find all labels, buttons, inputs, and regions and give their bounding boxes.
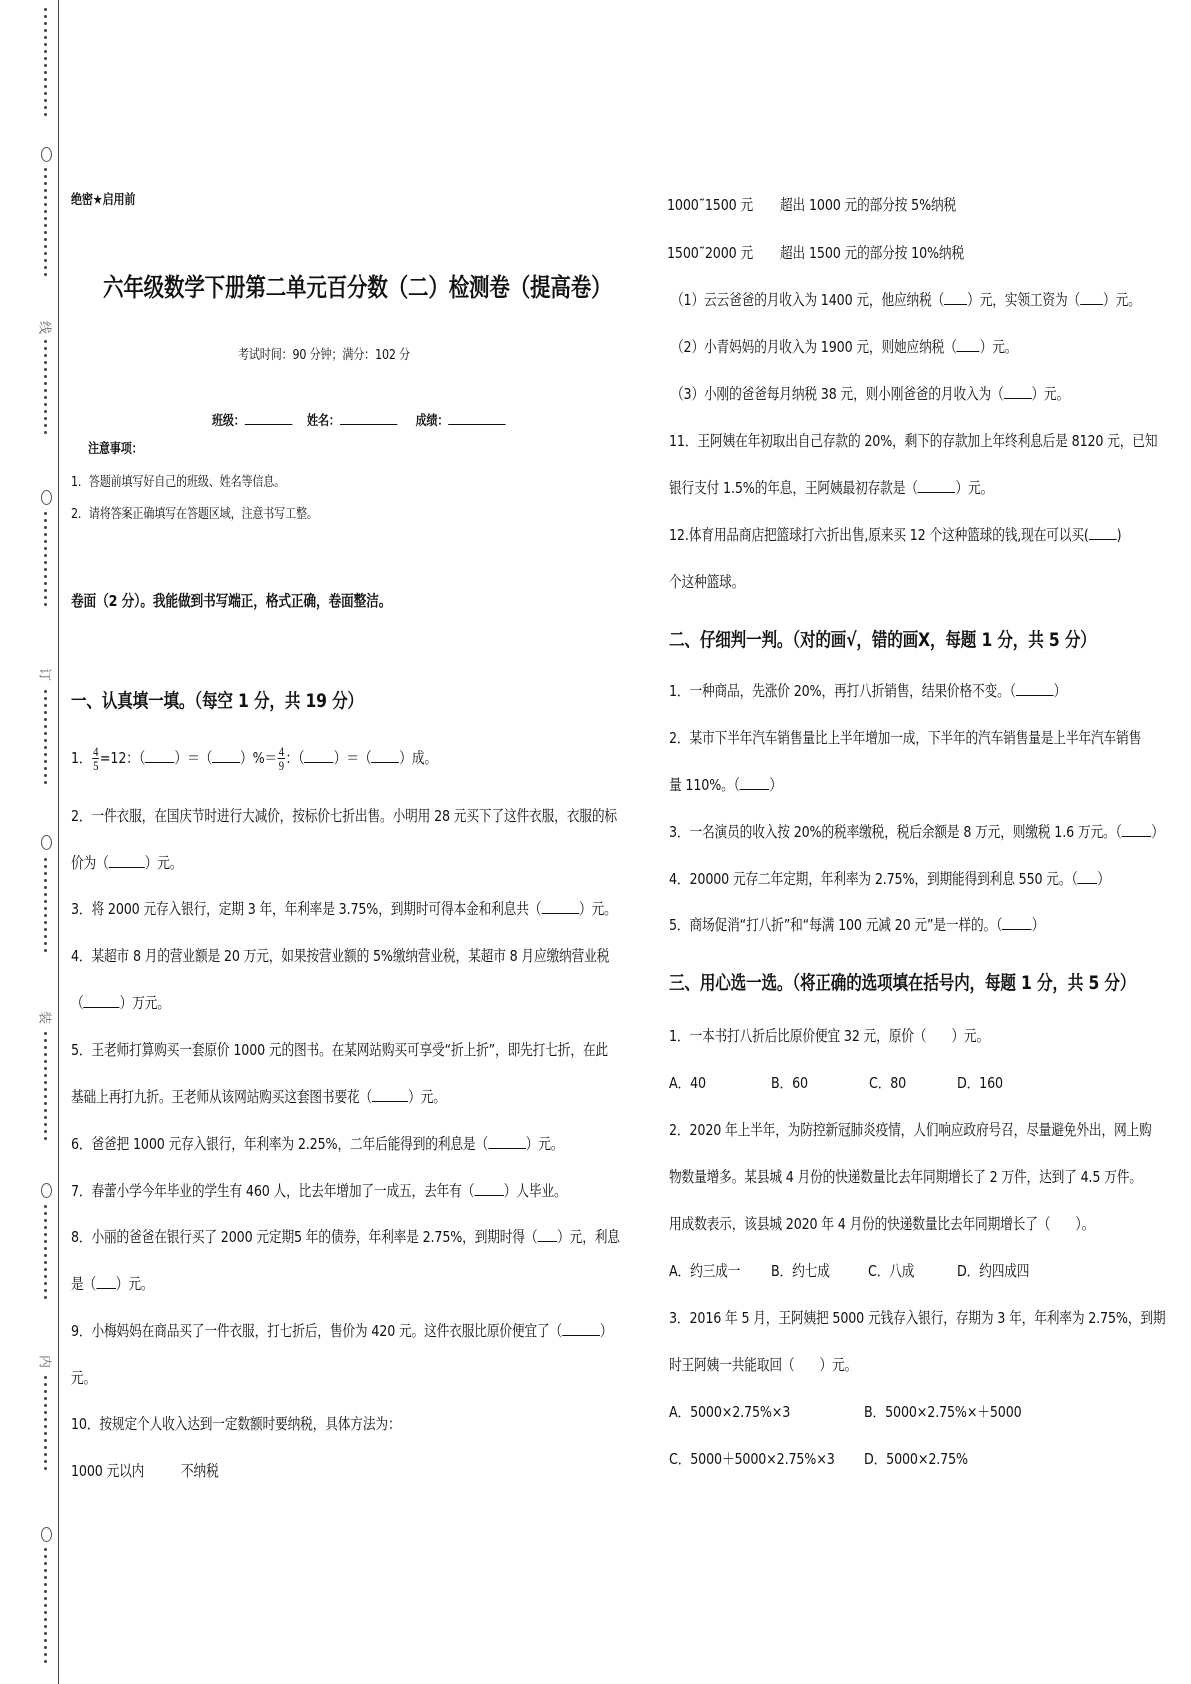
option-b[interactable]: B．60 — [771, 1074, 808, 1092]
question-1-10: 10．按规定个人收入达到一定数额时要纳税，具体方法为： — [71, 1415, 401, 1433]
class-field[interactable] — [245, 411, 293, 426]
question-1-5: 5．王老师打算购买一套原价 1000 元的图书。在某网站购买可享受“折上折”，即先打七折，在此 — [71, 1041, 608, 1059]
question-2-1: 1．一种商品，先涨价 20%，再打八折销售，结果价格不变。（ ） — [669, 679, 1066, 701]
note-item: 2．请将答案正确填写在答题区域，注意书写工整。 — [71, 506, 318, 522]
question-1-3: 3．将 2000 元存入银行，定期 3 年，年利率是 3.75%，到期时可得本金和利息共（ ）元。 — [71, 897, 617, 919]
dotted-separator — [44, 1376, 48, 1474]
question-1-2: 2．一件衣服，在国庆节时进行大减价，按标价七折出售。小明用 28 元买下了这件衣服，衣服的标 — [71, 807, 617, 825]
question-2-5: 5．商场促消“打八折”和“每满 100 元减 20 元”是一样的。（ ） — [669, 913, 1044, 935]
option-d[interactable]: D．5000×2.75% — [864, 1450, 968, 1468]
option-a[interactable]: A．约三成一 — [669, 1262, 741, 1280]
answer-blank[interactable] — [109, 852, 145, 869]
question-3-3-cont: 时王阿姨一共能取回（ ）元。 — [669, 1356, 858, 1374]
question-1-1: 1． $\frac{4}{5}$ =12：（ ）＝（ ）%＝ $\frac{4}{9}$ ：（ ）＝（ ）成。 — [71, 744, 437, 773]
answer-blank[interactable] — [918, 477, 956, 494]
question-2-2: 2．某市下半年汽车销售量比上半年增加一成，下半年的汽车销售量是上半年汽车销售 — [669, 729, 1142, 747]
question-2-3: 3．一名演员的收入按 20%的税率缴税，税后余额是 8 万元，则缴税 1.6 万元。（ ） — [669, 820, 1164, 842]
circle-mark — [41, 1527, 52, 1542]
dotted-separator — [44, 858, 48, 956]
option-b[interactable]: B．5000×2.75%×＋5000 — [864, 1403, 1022, 1421]
circle-mark — [41, 835, 52, 850]
question-1-4: 4．某超市 8 月的营业额是 20 万元，如果按营业额的 5%缴纳营业税，某超市 8 月应缴纳营业税 — [71, 947, 610, 965]
answer-blank[interactable] — [541, 898, 579, 915]
answer-blank[interactable] — [740, 774, 770, 791]
question-1-11-cont: 银行支付 1.5%的年息，王阿姨最初存款是（ ）元。 — [669, 476, 993, 498]
circle-mark — [41, 147, 52, 162]
neatness-statement: 卷面（2 分）。我能做到书写端正，格式正确，卷面整洁。 — [71, 592, 392, 610]
question-1-8-cont: 是（ ）元。 — [71, 1272, 153, 1294]
binding-line — [58, 0, 59, 1684]
question-1-2-cont: 价为（ ）元。 — [71, 851, 182, 873]
class-label: 班级： — [212, 413, 245, 429]
exam-info: 考试时间：90 分钟；满分：102 分 — [238, 347, 410, 363]
option-d[interactable]: D．160 — [957, 1074, 1003, 1092]
binding-char-nei: 内 — [36, 1354, 52, 1368]
tax-rule: 超出 1000 元的部分按 5%纳税 — [780, 196, 957, 214]
answer-blank[interactable] — [562, 1320, 600, 1337]
answer-blank[interactable] — [145, 747, 175, 764]
answer-blank[interactable] — [1016, 680, 1054, 697]
question-1-6: 6．爸爸把 1000 元存入银行，年利率为 2.25%，二年后能得到的利息是（ ）元。 — [71, 1132, 563, 1154]
option-a[interactable]: A．40 — [669, 1074, 706, 1092]
tax-row: 1000 元以内 — [71, 1462, 145, 1480]
notes-title: 注意事项： — [88, 441, 143, 457]
question-1-11: 11．王阿姨在年初取出自己存款的 20%，剩下的存款加上年终利息后是 8120 元，已知 — [669, 432, 1158, 450]
tax-row: 1500˜2000 元 — [667, 244, 753, 262]
binding-margin — [0, 0, 60, 1684]
question-2-2-cont: 量 110%。（ ） — [669, 773, 782, 795]
score-field[interactable] — [448, 411, 505, 426]
answer-blank[interactable] — [304, 747, 334, 764]
question-1-12: 12.体育用品商店把篮球打六折出售,原来买 12 个这种篮球的钱,现在可以买( ) — [669, 523, 1121, 545]
section2-heading: 二、仔细判一判。（对的画√，错的画Χ，每题 1 分，共 5 分） — [669, 629, 1096, 651]
question-1-5-cont: 基础上再打九折。王老师从该网站购买这套图书要花（ ）元。 — [71, 1085, 446, 1107]
question-1-9-cont: 元。 — [71, 1369, 97, 1387]
tax-rule: 不纳税 — [181, 1462, 219, 1480]
circle-mark — [41, 1183, 52, 1198]
option-c[interactable]: C．八成 — [868, 1262, 915, 1280]
answer-blank[interactable] — [1122, 821, 1152, 838]
question-1-4-cont: （ ）万元。 — [71, 991, 170, 1013]
answer-blank[interactable] — [371, 747, 399, 764]
question-1-10-1: （1）云云爸爸的月收入为 1400 元，他应纳税（ ）元，实领工资为（ ）元。 — [671, 288, 1141, 310]
option-d[interactable]: D．约四成四 — [957, 1262, 1030, 1280]
binding-char-zhuang: 装 — [36, 1010, 52, 1024]
answer-blank[interactable] — [488, 1133, 526, 1150]
binding-char-ding: 订 — [36, 667, 52, 681]
tax-row: 1000˜1500 元 — [667, 196, 753, 214]
question-1-8: 8．小丽的爸爸在银行买了 2000 元定期5 年的债券，年利率是 2.75%，到期时得（ ）元，利息 — [71, 1225, 620, 1247]
answer-blank[interactable] — [84, 992, 120, 1009]
question-3-2-cont: 用成数表示，该县城 2020 年 4 月份的快递数量比去年同期增长了（ ）。 — [669, 1215, 1095, 1233]
answer-blank[interactable] — [372, 1086, 408, 1103]
option-c[interactable]: C．80 — [869, 1074, 907, 1092]
note-item: 1．答题前填写好自己的班级、姓名等信息。 — [71, 474, 286, 490]
answer-blank[interactable] — [1002, 914, 1032, 931]
answer-blank[interactable] — [1078, 868, 1098, 885]
dotted-separator — [44, 1032, 48, 1144]
question-1-12-cont: 个这种篮球。 — [669, 573, 745, 591]
answer-blank[interactable] — [212, 747, 240, 764]
question-3-3: 3．2016 年 5 月，王阿姨把 5000 元钱存入银行，存期为 3 年，年利率为 2.75%，到期 — [669, 1309, 1166, 1327]
question-1-10-3: （3）小刚的爸爸每月纳税 38 元，则小刚爸爸的月收入为（ ）元。 — [671, 382, 1069, 404]
option-b[interactable]: B．约七成 — [771, 1262, 830, 1280]
answer-blank[interactable] — [957, 336, 980, 353]
tax-rule: 超出 1500 元的部分按 10%纳税 — [780, 244, 965, 262]
question-3-2: 2．2020 年上半年，为防控新冠肺炎疫情，人们响应政府号召，尽量避免外出，网上购 — [669, 1121, 1152, 1139]
question-1-9: 9．小梅妈妈在商品买了一件衣服，打七折后，售价为 420 元。这件衣服比原价便宜了（ ） — [71, 1319, 612, 1341]
dotted-separator — [44, 690, 48, 788]
binding-char-xian: 线 — [36, 320, 52, 334]
answer-blank[interactable] — [474, 1180, 504, 1197]
question-1-7: 7．春蕾小学今年毕业的学生有 460 人，比去年增加了一成五，去年有（ ）人毕业。 — [71, 1179, 567, 1201]
circle-mark — [41, 490, 52, 505]
name-field[interactable] — [340, 411, 397, 426]
page-title: 六年级数学下册第二单元百分数（二）检测卷（提高卷） — [103, 273, 612, 302]
answer-blank[interactable] — [96, 1273, 116, 1290]
name-label: 姓名： — [307, 413, 340, 429]
question-3-1: 1．一本书打八折后比原价便宜 32 元，原价（ ）元。 — [669, 1027, 990, 1045]
answer-blank[interactable] — [1089, 524, 1117, 541]
answer-blank[interactable] — [1080, 289, 1103, 306]
fraction: $\frac{4}{9}$ — [278, 744, 284, 773]
option-c[interactable]: C．5000＋5000×2.75%×3 — [669, 1450, 835, 1468]
question-2-4: 4．20000 元存二年定期，年利率为 2.75%，到期能得到利息 550 元。（ ） — [669, 867, 1110, 889]
student-fields — [212, 409, 506, 429]
fraction: $\frac{4}{5}$ — [93, 744, 99, 773]
dotted-separator — [44, 1548, 48, 1667]
score-label: 成绩： — [415, 413, 449, 429]
dotted-separator — [44, 1205, 48, 1303]
question-1-10-2: （2）小青妈妈的月收入为 1900 元，则她应纳税（ ）元。 — [671, 335, 1017, 357]
dotted-separator — [44, 512, 48, 610]
answer-blank[interactable] — [944, 289, 967, 306]
section1-heading: 一、认真填一填。（每空 1 分，共 19 分） — [71, 690, 363, 712]
question-3-2-cont: 物数量增多。某县城 4 月份的快递数量比去年同期增长了 2 万件，达到了 4.5 万件。 — [669, 1168, 1142, 1186]
answer-blank[interactable] — [537, 1226, 557, 1243]
section3-heading: 三、用心选一选。（将正确的选项填在括号内，每题 1 分，共 5 分） — [669, 972, 1136, 994]
secret-label: 绝密★启用前 — [71, 192, 136, 208]
dotted-separator — [44, 168, 48, 280]
answer-blank[interactable] — [1004, 383, 1032, 400]
option-a[interactable]: A．5000×2.75%×3 — [669, 1403, 791, 1421]
dotted-separator — [44, 340, 48, 438]
dotted-separator — [44, 8, 48, 120]
